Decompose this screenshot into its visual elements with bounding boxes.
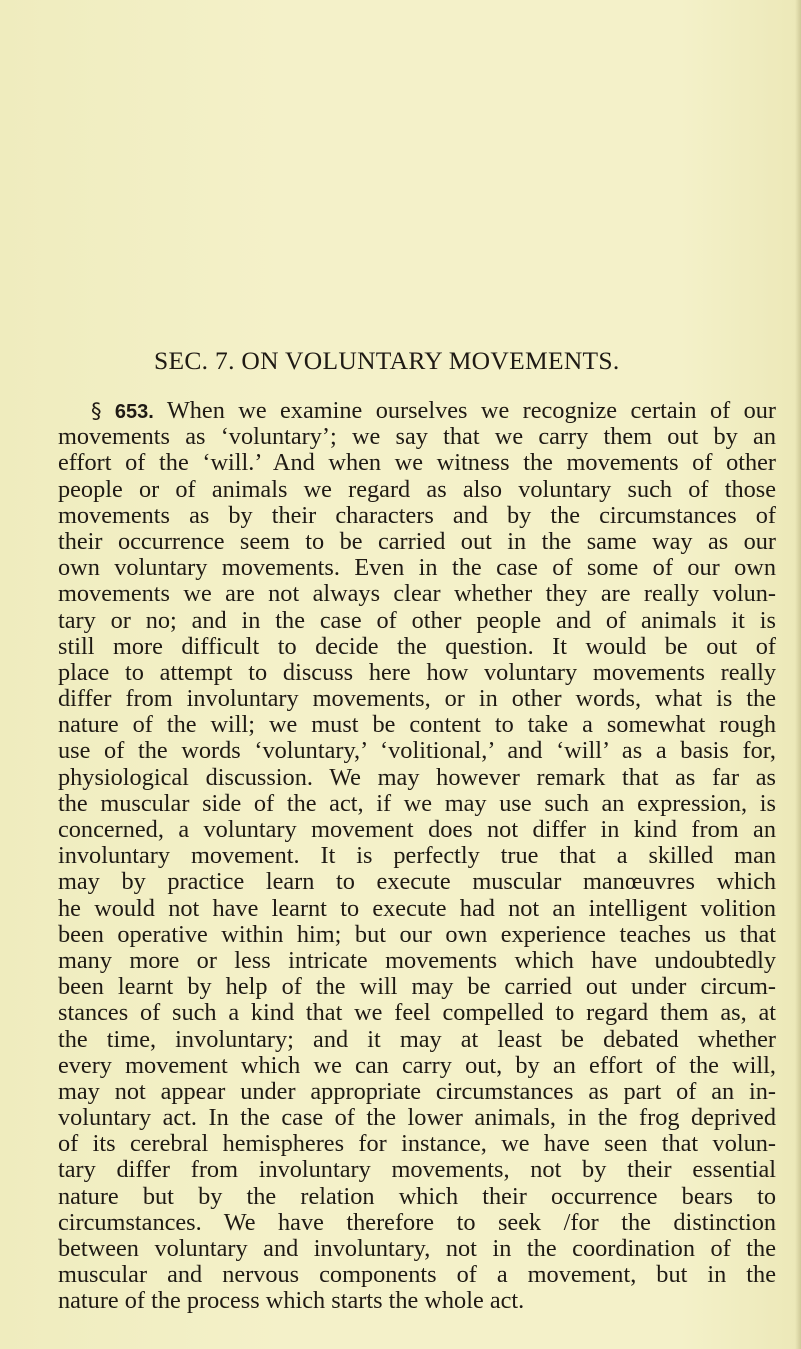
paragraph-line: physiological discussion. We may however remark that as far as — [58, 763, 776, 791]
section-heading: SEC. 7. ON VOLUNTARY MOVEMENTS. — [154, 346, 620, 375]
paragraph-line: muscular and nervous components of a movement, but in the — [58, 1261, 776, 1289]
page-edge-shadow — [795, 0, 801, 1349]
paragraph-line: movements we are not always clear whether they are really volun- — [58, 580, 776, 608]
paragraph-line: circumstances. We have therefore to seek /for the distinction — [58, 1208, 776, 1236]
paragraph-line: been operative within him; but our own experience teaches us that — [58, 920, 776, 948]
section-number: 653. — [114, 401, 154, 423]
paragraph-line: many more or less intricate movements which have undoubtedly — [58, 946, 776, 974]
paragraph-line: nature but by the relation which their occurrence bears to — [58, 1182, 776, 1210]
paragraph-line: concerned, a voluntary movement does not differ in kind from an — [58, 816, 776, 843]
paragraph-line: between voluntary and involuntary, not in the coordination of the — [58, 1235, 776, 1262]
paragraph-line: movements as ‘voluntary’; we say that we carry them out by an — [58, 423, 776, 451]
paragraph-line: use of the words ‘voluntary,’ ‘volitional,’ and ‘will’ as a basis for, — [58, 737, 776, 765]
paragraph-line: people or of animals we regard as also voluntary such of those — [58, 475, 776, 503]
paragraph-line: he would not have learnt to execute had not an intelligent volition — [58, 894, 776, 922]
paragraph-line-first — [58, 398, 776, 424]
paragraph-line: tary differ from involuntary movements, not by their essential — [58, 1156, 776, 1184]
paragraph-line: of its cerebral hemispheres for instance, we have seen that volun- — [58, 1130, 776, 1158]
paragraph-line: the muscular side of the act, if we may use such an expression, is — [58, 789, 776, 817]
paragraph-line-text: When we examine ourselves we recognize certain of our — [166, 397, 777, 424]
section-symbol: § — [91, 399, 102, 423]
paragraph-line: voluntary act. In the case of the lower animals, in the frog deprived — [58, 1104, 776, 1132]
paragraph-line: may by practice learn to execute muscular manœuvres which — [58, 868, 776, 896]
paragraph-line: nature of the will; we must be content to take a somewhat rough — [58, 711, 776, 739]
paragraph — [58, 398, 776, 1315]
paragraph-line-last: nature of the process which starts the whole act. — [58, 1287, 525, 1315]
paragraph-line: their occurrence seem to be carried out in the same way as our — [58, 527, 776, 555]
paragraph-line: differ from involuntary movements, or in other words, what is the — [58, 685, 776, 713]
paragraph-line: involuntary movement. It is perfectly true that a skilled man — [58, 842, 776, 870]
paragraph-line: movements as by their characters and by the circumstances of — [58, 501, 776, 529]
paragraph-line: effort of the ‘will.’ And when we witness the movements of other — [58, 449, 776, 477]
paragraph-line: stances of such a kind that we feel compelled to regard them as, at — [58, 999, 776, 1027]
paragraph-line: own voluntary movements. Even in the case of some of our own — [58, 554, 776, 582]
paragraph-line: still more difficult to decide the question. It would be out of — [58, 632, 776, 660]
paragraph-line: place to attempt to discuss here how voluntary movements really — [58, 658, 776, 686]
paragraph-line: tary or no; and in the case of other people and of animals it is — [58, 606, 776, 634]
paragraph-line: been learnt by help of the will may be carried out under circum- — [58, 973, 776, 1001]
paragraph-line: may not appear under appropriate circumstances as part of an in- — [58, 1077, 776, 1105]
paragraph-line: every movement which we can carry out, by an effort of the will, — [58, 1051, 776, 1079]
paragraph-line: the time, involuntary; and it may at least be debated whether — [58, 1025, 776, 1053]
